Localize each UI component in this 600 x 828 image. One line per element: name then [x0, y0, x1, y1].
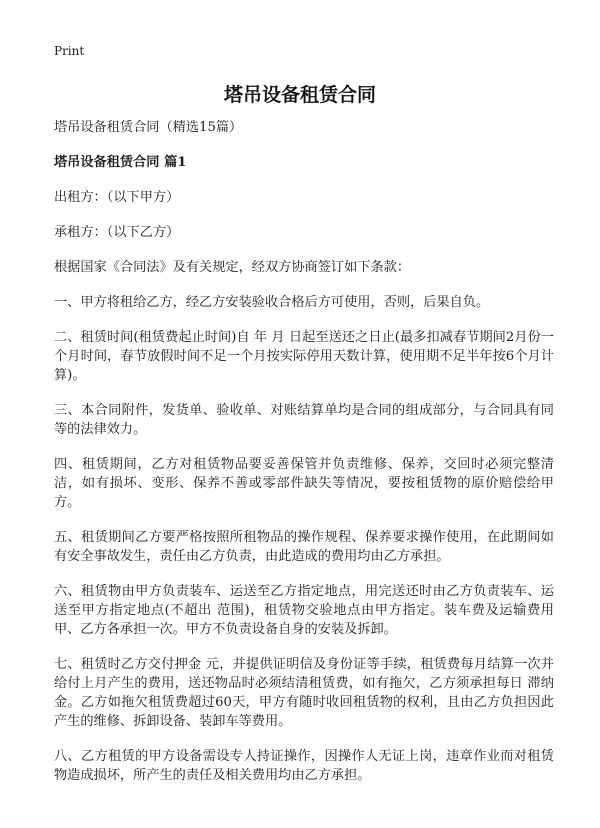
lessee-line: 承租方：（以下乙方）	[54, 225, 180, 240]
clause-7: 七、租赁时乙方交付押金 元，并提供证明信及身份证等手续，租赁费每月结算一次并给付上月产生的费用，送还物品时必须结清租赁费，如有拖欠，乙方须承担每日 滞纳金。乙方如拖欠租赁费超过60天，甲方有随时收回租赁物的权利，且由乙方负担因此产生的维修、拆卸设备、装卸车等费用。	[54, 657, 554, 729]
clause-6: 六、租赁物由甲方负责装车、运送至乙方指定地点，用完送还时由乙方负责装车、运送至甲方指定地点(不超出 范围)，租赁物交验地点由甲方指定。装车费及运输费用甲、乙方各承担一次。甲方不负责设备自身的安装及拆卸。	[54, 584, 554, 637]
document-subtitle: 塔吊设备租赁合同（精选15篇）	[54, 120, 243, 135]
clause-8: 八、乙方租赁的甲方设备需设专人持证操作，因操作人无证上岗，违章作业而对租赁物造成损坏，所产生的责任及相关费用均由乙方承担。	[54, 749, 554, 783]
lessor-line: 出租方：（以下甲方）	[54, 190, 180, 205]
section-heading: 塔吊设备租赁合同 篇1	[54, 155, 187, 170]
document-body	[54, 118, 554, 801]
clause-2: 二、租赁时间(租赁费起止时间)自 年 月 日起至送还之日止(最多扣减春节期间2月份一个月时间，春节放假时间不足一个月按实际停用天数计算，使用期不足半年按6个月计算)。	[54, 330, 554, 383]
clause-4: 四、租赁期间，乙方对租赁物品要妥善保管并负责维修、保养，交回时必须完整清洁，如有损坏、变形、保养不善或零部件缺失等情况，要按租赁物的原价赔偿给甲方。	[54, 457, 554, 510]
clause-5: 五、租赁期间乙方要严格按照所租物品的操作规程、保养要求操作使用，在此期间如有安全事故发生，责任由乙方负责，由此造成的费用均由乙方承担。	[54, 530, 554, 564]
print-label: Print	[54, 44, 85, 58]
clause-1: 一、甲方将租给乙方，经乙方安装验收合格后方可使用，否则，后果自负。	[54, 295, 490, 310]
clause-3: 三、本合同附件，发货单、验收单、对账结算单均是合同的组成部分，与合同具有同等的法律效力。	[54, 403, 554, 437]
document-title: 塔吊设备租赁合同	[223, 84, 376, 106]
preamble-paragraph: 根据国家《合同法》及有关规定，经双方协商签订如下条款：	[54, 260, 411, 275]
